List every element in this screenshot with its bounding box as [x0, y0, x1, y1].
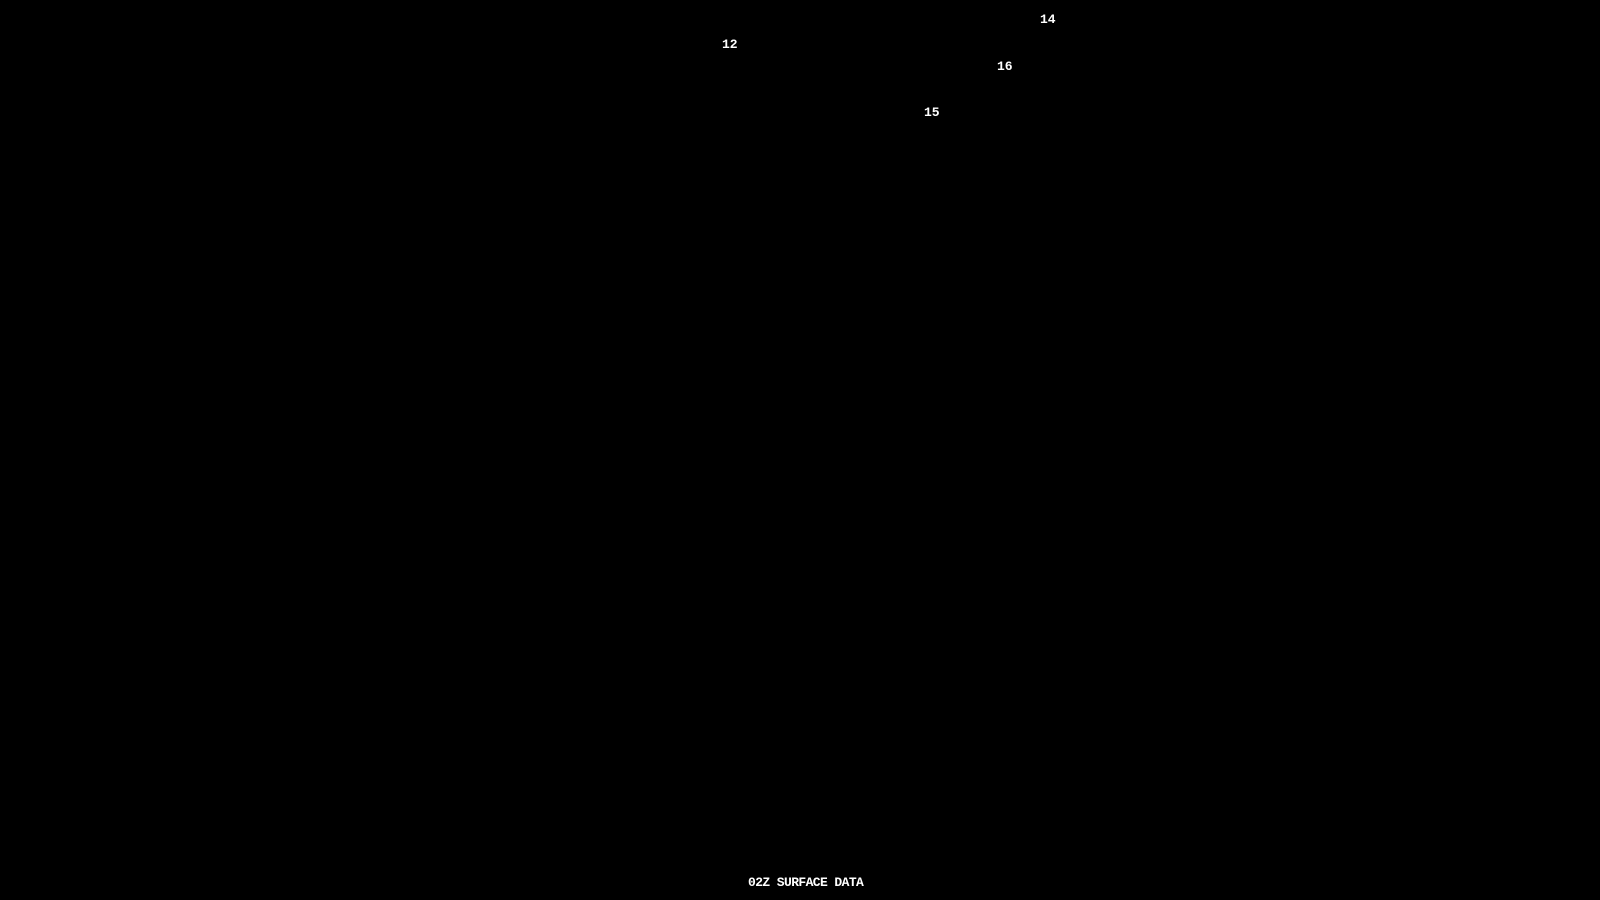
surface-temperature-value: 16: [997, 59, 1013, 74]
surface-temperature-value: 12: [722, 37, 738, 52]
product-legend: 02Z SURFACE DATA: [748, 875, 864, 890]
surface-temperature-value: 15: [924, 105, 940, 120]
surface-temperature-value: 14: [1040, 12, 1056, 27]
